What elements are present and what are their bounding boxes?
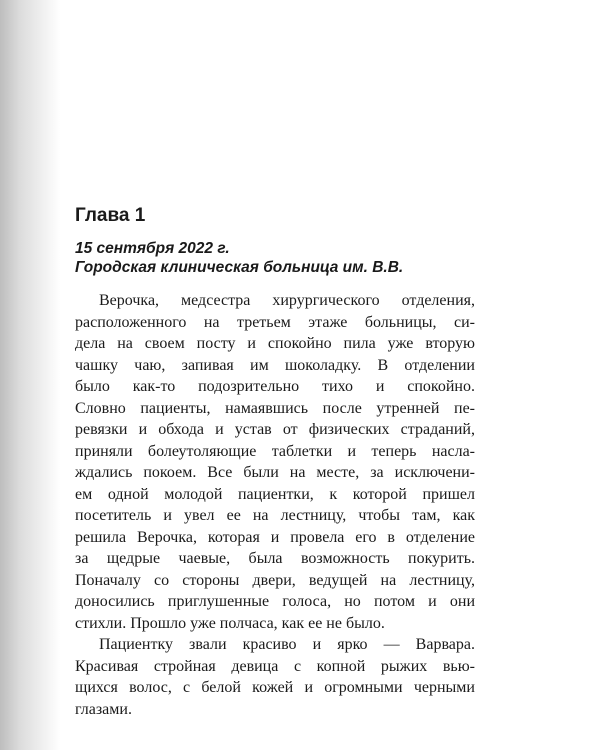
text-line: Словно пациенты, намаявшись после утренней пе- [75,399,475,417]
text-line: Поначалу со стороны двери, ведущей на лестницу, [75,571,475,589]
body-text [75,290,475,720]
text-line: расположенного на третьем этаже больницы, си- [75,313,475,331]
text-line: Пациентку звали красиво и ярко — Варвара. [99,636,475,653]
text-line: Красивая стройная девица с копной рыжих вью- [75,657,475,675]
text-line: посетитель и увел ее на лестницу, чтобы там, как [75,507,475,524]
text-line: Верочка, медсестра хирургического отделения, [99,292,475,309]
text-line: дела на своем посту и спокойно пила уже вторую [75,335,475,352]
chapter-location: Городская клиническая больница им. В.В. [75,259,404,276]
book-gutter-shadow [0,0,60,750]
text-line: приняли болеутоляющие таблетки и теперь насла- [75,442,475,460]
text-line: щихся волос, с белой кожей и огромными черными [75,679,475,696]
text-line: доносились приглушенные голоса, но потом и они [75,593,475,610]
text-line: ждались покоем. Все были на месте, за исключени- [75,464,475,481]
text-line: глазами. [75,700,132,718]
paragraph-1 [75,290,475,634]
text-line: ем одной молодой пациентки, к которой пришел [75,485,475,503]
text-line: стихли. Прошло уже полчаса, как ее не было. [75,614,385,632]
paragraph-2 [75,634,475,720]
text-line: чашку чаю, запивая им шоколадку. В отделении [75,356,475,374]
text-line: было как-то подозрительно тихо и спокойно. [75,378,475,395]
text-line: решила Верочка, которая и провела его в отделение [75,528,475,546]
text-line: ревязки и обхода и устав от физических страданий, [75,421,475,438]
chapter-title: Глава 1 [75,205,146,226]
text-line: за щедрые чаевые, была возможность покурить. [75,550,475,567]
chapter-date: 15 сентября 2022 г. [75,240,230,257]
